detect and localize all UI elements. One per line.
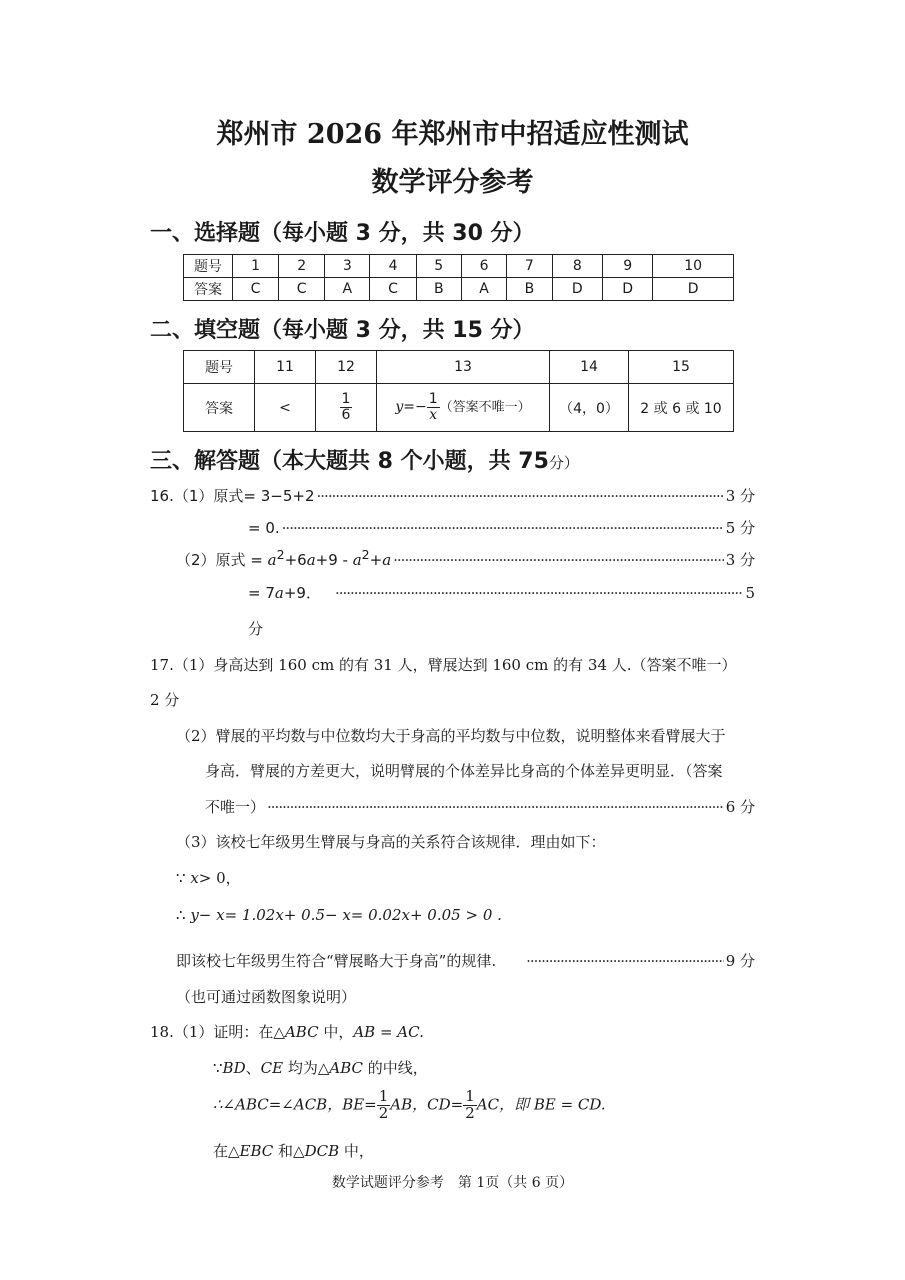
question-number: 12 — [316, 351, 377, 384]
q18-line1: 18.（1）证明：在△ABC 中，AB = AC. — [150, 1023, 424, 1041]
q16-line5: 分 — [248, 620, 264, 638]
question-number: 1 — [233, 255, 279, 278]
section1-heading: 一、选择题（每小题 3 分，共 30 分） — [150, 221, 535, 246]
q17-line4: 身高．臂展的方差更大，说明臂展的个体差异比身高的个体差异更明显．（答案 — [205, 762, 723, 780]
answer-cell: A — [461, 278, 506, 301]
row-label: 题号 — [184, 351, 255, 384]
answer-cell: D — [552, 278, 602, 301]
choice-number-row — [184, 255, 734, 278]
section3-heading: 三、解答题（本大题共 8 个小题，共 75分） — [150, 449, 579, 474]
fill-blank-answer-table — [183, 350, 734, 432]
question-number: 2 — [279, 255, 325, 278]
question-number: 14 — [550, 351, 629, 384]
question-number: 10 — [653, 255, 734, 278]
choice-answer-table — [183, 254, 734, 301]
q18-line3: ∴∠ABC=∠ACB，BE= $\frac{1}{2}$ AB，CD= $\frac{1}{2}$ AC，即 BE = CD. — [213, 1087, 606, 1122]
page-footer: 数学试题评分参考 第 1页（共 6 页） — [331, 1175, 574, 1191]
fill-number-row — [184, 351, 734, 384]
answer-cell: < — [255, 384, 316, 432]
fraction: $\frac{1}{2}$ — [378, 1087, 389, 1122]
question-number: 8 — [552, 255, 602, 278]
question-number: 3 — [325, 255, 370, 278]
q17-line1: 17.（1）身高达到 160 cm 的有 31 人，臂展达到 160 cm 的有 34 人.（答案不唯一） — [150, 656, 737, 674]
fraction: $\frac{1}{6}$ — [341, 391, 351, 423]
answer-cell: D — [602, 278, 652, 301]
q17-line5: 不唯一） ····· 6 分 — [205, 796, 755, 817]
q18-line4: 在△EBC 和△DCB 中， — [213, 1142, 374, 1160]
answer-cell: B — [507, 278, 552, 301]
fraction: $\frac{1}{2}$ — [465, 1087, 475, 1122]
q16-line3: （2）原式 = $a^2+6a+9 - a^2+a$ ····· 3 分 — [176, 547, 755, 570]
q17-line7: ∵ x> 0， — [176, 869, 241, 887]
q17-line10: （也可通过函数图象说明） — [176, 988, 357, 1006]
answer-cell: y=− $\frac{1}{x}$ （答案不唯一） — [377, 384, 550, 432]
row-label: 题号 — [184, 255, 233, 278]
answer-cell: D — [653, 278, 734, 301]
q16-line4: = 7a+9． ····· 5 — [248, 582, 755, 603]
q16-line1: 16.（1）原式= 3−5+2 ····· 3 分 — [150, 485, 755, 506]
question-number: 4 — [370, 255, 416, 278]
answer-cell: C — [370, 278, 416, 301]
question-number: 6 — [461, 255, 506, 278]
row-label: 答案 — [184, 384, 255, 432]
answer-cell: （4，0） — [550, 384, 629, 432]
q17-line2: 2 分 — [150, 691, 180, 709]
q17-line9: 即该校七年级男生符合“臂展略大于身高”的规律. ····· 9 分 — [176, 950, 755, 971]
question-number: 15 — [629, 351, 734, 384]
fill-answer-row — [184, 384, 734, 432]
answer-cell: A — [325, 278, 370, 301]
page-title: 郑州市 2026 年郑州市中招适应性测试 — [216, 119, 689, 150]
section2-heading: 二、填空题（每小题 3 分，共 15 分） — [150, 318, 535, 343]
question-number: 5 — [416, 255, 461, 278]
q17-line6: （3）该校七年级男生臂展与身高的关系符合该规律．理由如下： — [176, 833, 606, 851]
q17-line3: （2）臂展的平均数与中位数均大于身高的平均数与中位数，说明整体来看臂展大于 — [176, 727, 726, 745]
row-label: 答案 — [184, 278, 233, 301]
question-number: 7 — [507, 255, 552, 278]
question-number: 13 — [377, 351, 550, 384]
fraction: $\frac{1}{x}$ — [428, 391, 438, 423]
answer-cell: 2 或 6 或 10 — [629, 384, 734, 432]
question-number: 11 — [255, 351, 316, 384]
page-subtitle: 数学评分参考 — [371, 167, 534, 198]
q16-line2: = 0. ····· 5 分 — [248, 517, 755, 538]
q17-line8: ∴ y− x= 1.02x+ 0.5− x= 0.02x+ 0.05 > 0 . — [176, 906, 502, 924]
answer-cell: C — [279, 278, 325, 301]
answer-cell: C — [233, 278, 279, 301]
question-number: 9 — [602, 255, 652, 278]
choice-answer-row — [184, 278, 734, 301]
answer-cell: B — [416, 278, 461, 301]
answer-cell — [316, 384, 377, 432]
q18-line2: ∵BD、CE 均为△ABC 的中线， — [213, 1059, 428, 1077]
